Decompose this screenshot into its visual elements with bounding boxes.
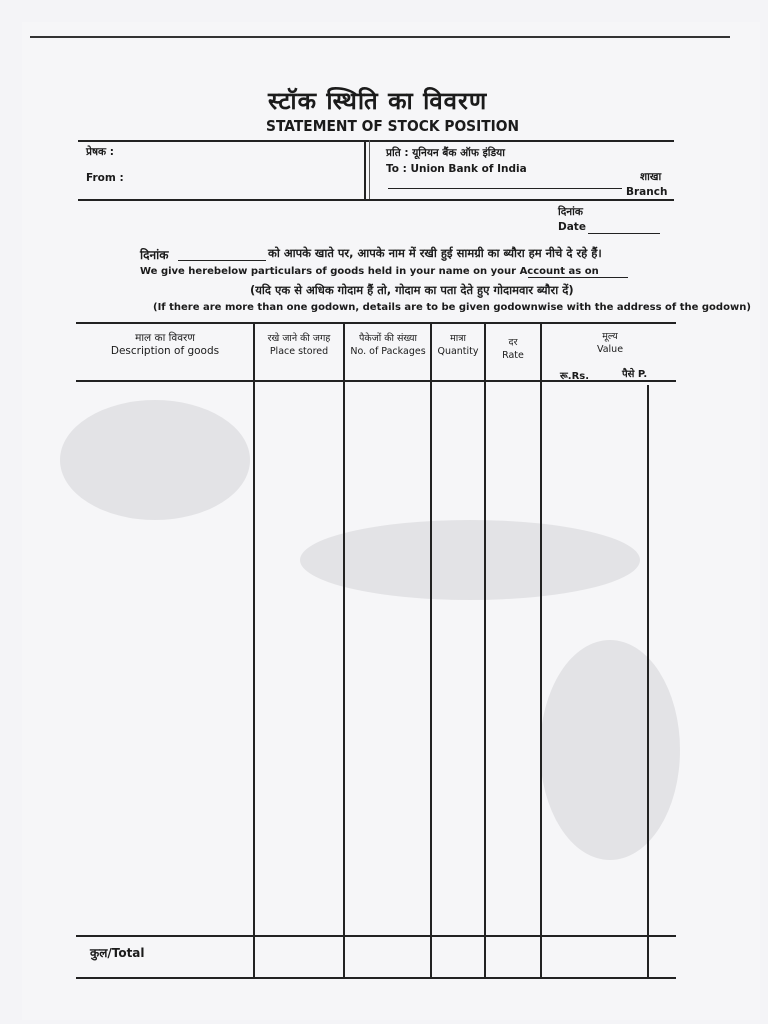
col-header-hindi: मात्रा (450, 333, 466, 344)
date-label-english: Date (558, 221, 586, 233)
col-header-english: Value (596, 344, 624, 355)
col-header-hindi: माल का विवरण (135, 332, 195, 344)
col-header-english: Rate (502, 350, 524, 361)
col-divider (484, 322, 486, 978)
col-divider (253, 322, 255, 978)
smudge-mark (60, 400, 250, 520)
col-header-hindi: पैकेजों की संख्या (359, 333, 417, 344)
title-hindi: स्टॉक स्थिति का विवरण (268, 87, 488, 115)
header-divider-inner (369, 140, 370, 200)
to-label-english: To : Union Bank of India (386, 163, 527, 175)
statement-line-english: We give herebelow particulars of goods held in your name on your Account as on (140, 266, 599, 277)
col-header-hindi: रखे जाने की जगह (267, 333, 331, 344)
col-header-english: Place stored (269, 346, 329, 357)
from-label-english: From : (86, 172, 124, 184)
from-label-hindi: प्रेषक : (86, 146, 114, 158)
col-header-english: No. of Packages (350, 346, 426, 357)
top-edge-line (30, 36, 730, 38)
godown-note-english: (If there are more than one godown, details are to be given godownwise with the address of the godown) (153, 302, 751, 313)
to-label-hindi: प्रति : यूनियन बैंक ऑफ इंडिया (386, 147, 505, 159)
statement-date-fill-line (178, 260, 266, 261)
col-header-place (255, 332, 343, 358)
col-divider-paise (647, 385, 649, 978)
col-header-description (80, 332, 250, 358)
title-english: STATEMENT OF STOCK POSITION (266, 117, 520, 135)
table-top-rule (76, 322, 676, 324)
col-header-rate (486, 336, 540, 362)
col-divider (540, 322, 542, 978)
total-label: कुल/Total (90, 946, 145, 960)
branch-label-english: Branch (626, 186, 668, 198)
statement-line-hindi: को आपके खाते पर, आपके नाम में रखी हुई सामग्री का ब्यौरा हम नीचे दे रहे हैं। (268, 246, 602, 260)
table-total-top-rule (76, 935, 676, 937)
header-divider (364, 140, 366, 200)
header-rule-top (78, 140, 674, 142)
col-divider (343, 322, 345, 978)
col-header-quantity (432, 332, 484, 358)
branch-label-hindi: शाखा (640, 171, 662, 183)
statement-asof-fill-line (528, 277, 628, 278)
godown-note-hindi: (यदि एक से अधिक गोदाम हैं तो, गोदाम का पता देते हुए गोदामवार ब्यौरा दें) (250, 283, 574, 297)
table-bottom-rule (76, 977, 676, 979)
col-header-hindi: मूल्य (602, 331, 618, 342)
value-rupees-label: रू.Rs. (560, 371, 590, 382)
col-header-hindi: दर (508, 337, 518, 348)
date-fill-line (588, 233, 660, 234)
smudge-mark (540, 640, 680, 860)
header-rule-bottom (78, 199, 674, 201)
branch-fill-line (388, 188, 622, 189)
statement-date-label: दिनांक (140, 248, 169, 262)
col-header-english: Quantity (437, 346, 479, 357)
date-label-hindi: दिनांक (558, 206, 583, 218)
col-header-english: Description of goods (110, 345, 220, 357)
col-header-value (545, 330, 675, 356)
smudge-mark (300, 520, 640, 600)
col-header-packages (345, 332, 431, 358)
value-paise-label: पैसे P. (622, 369, 648, 380)
col-divider (430, 322, 432, 978)
